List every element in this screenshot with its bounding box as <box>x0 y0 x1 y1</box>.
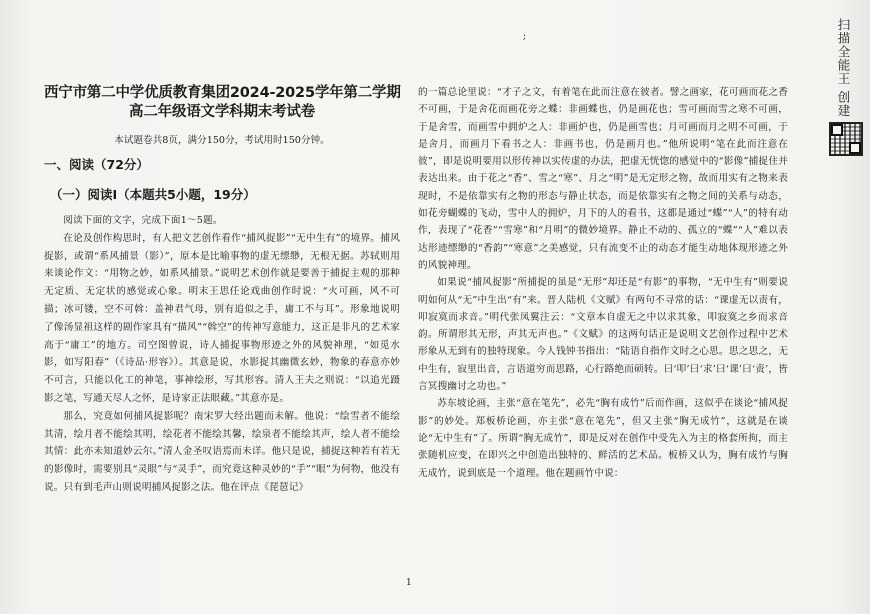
passage-paragraph: 的一篇总论里说：“才子之文，有着笔在此而注意在彼者。譬之画家，花可画而花之香不可画，于是舍花而画花旁之蝶：非画蝶也，仍是画花也；雪可画而雪之寒不可画，于是舍雪，而画雪中拥炉之人：非画炉也，仍是画雪也；月可画而月之明不可画，于是舍月，而画月下看书之人：非画书也，仍是画月也。”他所说明“笔在此而注意在彼”，即是说明要用以形传神以实传虚的办法，把虚无恍惚的感觉中的“影像”捕捉住并表达出来。由于花之“香”、雪之“寒”、月之“明”是无定形之物，故而用实有之物来表现时，不是依靠实有之物的形态与静止状态，而是依靠实有之物之间的关系与动态，如花旁蝴蝶的飞动，雪中人的拥炉，月下的人的看书，这都是通过“蝶”“人”的特有动作，表现了“花香”“雪寒”和“月明”的微妙境界。静止不动的、孤立的“蝶”“人”难以表达形迹缥缈的“香韵”“寒意”之美感觉，只有流变不止的动态才能生动地体现形迹之外的风貌神理。 <box>418 87 788 271</box>
passage-paragraph: 如果说“捕风捉影”所捕捉的虽是“无形”却还是“有影”的事物，“无中生有”则要说明如何从“无”中生出“有”来。晋人陆机《文赋》有两句不寻常的话：“课虚无以责有，叩寂寞而求音。”明代张凤翼注云：“文章本自虚无之中以求其象，叩寂寞之乡而求音韵。所谓形其无形，声其无声也。”《文赋》的这两句话正是说明文艺创作过程中艺术形象从无到有的独特现象。今人钱钟书指出：“陆语自指作文时之心思。思之思之，无中生有，寂里出音，言语道穷而思路，心行路绝而硕转。曰‘叩’曰‘求’曰‘课’曰‘责’，皆言冥搜幽讨之功也。” <box>418 277 788 393</box>
exam-note: 本试题卷共8页，满分150分，考试用时150分钟。 <box>114 135 330 146</box>
section-heading-reading-1: （一）阅读Ⅰ（本题共5小题，19分） <box>50 187 256 202</box>
page-number: 1 <box>406 578 412 588</box>
passage-paragraph: 苏东坡论画，主张“意在笔先”，必先“胸有成竹”后而作画，这似乎在谈论“捕风捉影”的妙处。郑板桥论画，亦主张“意在笔先”，但又主张“胸无成竹”，这就是在谈论“无中生有”了。所谓“胸无成竹”，即是反对在创作中受先入为主的格套所拘，而主张随机应变，在即兴之中创造出独特的、鲜活的艺术品。板桥又认为，胸有成竹与胸无成竹，说到底是一个道理。他在题画竹中说： <box>418 398 788 479</box>
passage-paragraph: 在论及创作构思时，有人把文艺创作看作“捕风捉影”“无中生有”的境界。捕风捉影，或谓“系风捕景（影）”，原本是比喻事物的虚无缥缈，无根无据。苏轼则用来谈论作文：“用物之妙，如系风捕景。”说明艺术创作就是要善于捕捉主观的那种无定质、无定状的感觉或心象。明末王思任论戏曲创作时说：“火可画，风不可描；冰可镂，空不可斡：盖神君气母，别有追似之手，庸工不与耳”。形象地说明了像汤显祖这样的剧作家具有“描风”“斡空”的传神写意能力，这正是非凡的艺术家高于“庸工”的地方。司空图曾说，诗人捕捉事物形迹之外的风貌神理，“如觅水影，如写阳春”（《诗品·形容》）。其意是说，水影捉其幽微玄妙，物象的春意亦妙不可言，只能以化工的神笔，事神绘形，写其形容。清人王夫之则说：“以追光蹑影之笔，写通天尽人之怀，是诗家正法眼藏。”其意亦是。 <box>44 232 400 404</box>
section-heading-reading: 一、阅读（72分） <box>44 157 149 172</box>
right-column <box>418 84 788 482</box>
passage-paragraph: 那么，究竟如何捕风捉影呢？南宋罗大经出题而未解。他说：“绘雪者不能绘其清，绘月者不能绘其明，绘花者不能绘其馨，绘泉者不能绘其声，绘人者不能绘其情：此亦未知道妙云尔。”清人金圣叹语焉而未详。他只是说，捕捉这种若有若无的影像时，需要别具“灵眼”与“灵手”，而究竟这种灵妙的“手”“眼”为何物，他没有说。只有到毛声山则说明捕风捉影之法。他在评点《琵琶记》 <box>44 410 400 493</box>
instruction-text: 阅读下面的文字，完成下面1～5题。 <box>63 215 223 226</box>
left-column <box>44 84 400 497</box>
exam-title-line2: 高二年级语文学科期末考试卷 <box>129 104 315 120</box>
scanner-watermark: 扫描全能王 创建 <box>836 18 851 118</box>
qr-code-icon <box>829 122 863 156</box>
scan-mark: ; <box>523 32 527 42</box>
exam-title-line1: 西宁市第二中学优质教育集团2024-2025学年第二学期 <box>44 85 401 101</box>
